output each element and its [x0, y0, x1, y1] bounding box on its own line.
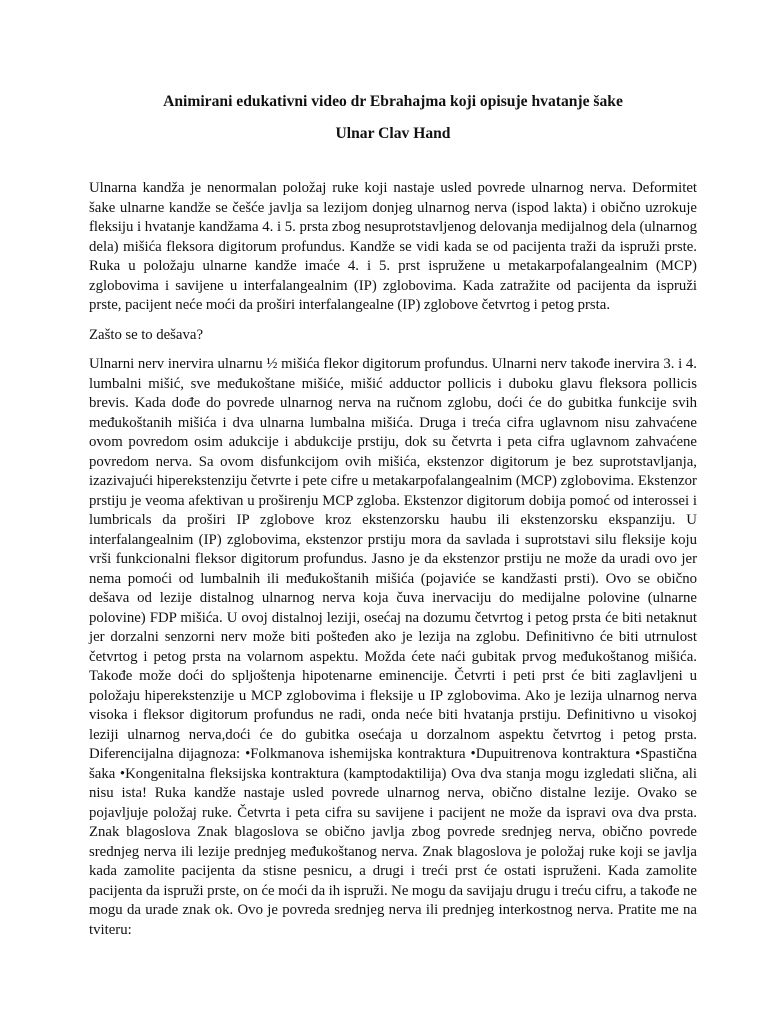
document-subtitle: Ulnar Clav Hand [335, 125, 451, 142]
paragraph-question: Zašto se to dešava? [89, 326, 204, 343]
paragraph-explanation: Ulnarni nerv inervira ulnarnu ½ mišića flekor digitorum profundus. Ulnarni nerv takođe inervira 3. i 4. lumbalni mišić, sve međukoštane mišiće, mišić adductor pollicis i duboku glavu fleksora pollicis brevis. Kada dođe do povrede ulnarnog nerva na ručnom zglobu, doći će do gubitka funkcije svih međukoštanih mišića i dva ulnarna lumbalna mišića. Druga i treća cifra uglavnom nisu zahvaćene ovom povredom osim adukcije i abdukcije prstiju, dok su četvrta i peta cifra uglavnom zahvaćene povredom nerva. Sa ovom disfunkcijom ovih mišića, ekstenzor digitorum je bez suprotstavljanja, izazivajući hiperekstenziju četvrte i pete cifre u metakarpofalangealnim (MCP) zglobovima. Ekstenzor prstiju je veoma afektivan u proširenju MCP zgloba. Ekstenzor digitorum dobija pomoć od interossei i lumbricals da proširi IP zglobove kroz ekstenzorsku haubu ili ekstenzorsku ekspanziju. U interfalangealnim (IP) zglobovima, ekstenzor prstiju mora da savlada i suprotstavi silu fleksije koju vrši funkcionalni fleksor digitorum profundus. Jasno je da ekstenzor prstiju ne može da uradi ovo jer nema pomoći od lumbalnih ili međukoštanih mišića (pojaviće se kandžasti prsti). Ovo se obično dešava od lezije distalnog ulnarnog nerva koja čuva inervaciju do medijalne polovine (ulnarne polovine) FDP mišića. U ovoj distalnoj leziji, osećaj na dozumu četvrtog i petog prsta će biti netaknut jer dorzalni senzorni nerv može biti pošteđen ako je lezija na zglobu. Definitivno će biti utrnulost četvrtog i petog prsta na volarnom aspektu. Možda ćete naći gubitak prvog međukoštanog mišića. Takođe može doći do spljoštenja hipotenarne eminencije. Četvrti i peti prst će biti zaglavljeni u položaju hiperekstenzije u MCP zglobovima i fleksije u IP zglobovima. Ako je lezija ulnarnog nerva visoka i fleksor digitorum profundus ne radi, onda neće biti hvatanja prstiju. Definitivno u visokoj leziji ulnarnog nerva,doći će do gubitka osećaja u dorzalnom aspektu četvrtog i petog prsta. Diferencijalna dijagnoza: •Folkmanova ishemijska kontraktura •Dupuitrenova kontraktura •Spastična šaka •Kongenitalna fleksijska kontraktura (kamptodaktilija) Ova dva stanja mogu izgledati slična, ali nisu ista! Ruka kandže nastaje usled povrede ulnarnog nerva, obično distalne lezije. Ovako se pojavljuje položaj ruke. Četvrta i peta cifra su savijene i pacijent ne može da ispravi ova dva prsta. Znak blagoslova Znak blagoslova se obično javlja zbog povrede srednjeg nerva, obično povrede srednjeg nerva ili lezije prednjeg međukoštanog nerva. Znak blagoslova je položaj ruke koji se javlja kada zamolite pacijenta da stisne pesnicu, a drugi i treći prst će ostati ispruženi. Kada zamolite pacijenta da ispruži prste, on će moći da ih ispruži. Ne mogu da savijaju drugu i treću cifru, a takođe ne mogu da urade znak ok. Ovo je povreda srednjeg nerva ili prednjeg interkostnog nerva. Pratite me na tviteru: [89, 356, 697, 938]
paragraph-intro: Ulnarna kandža je nenormalan položaj ruke koji nastaje usled povrede ulnarnog nerva. Deformitet šake ulnarne kandže se češće javlja sa lezijom donjeg ulnarnog nerva (ispod lakta) i obično uzrokuje fleksiju i hvatanje kandžama 4. i 5. prsta zbog nesuprotstavljenog delovanja medijalnog dela (ulnarnog dela) mišića fleksora digitorum profundus. Kandže se vidi kada se od pacijenta traži da ispruži prste. Ruka u položaju ulnarne kandže imaće 4. i 5. prst ispružene u metakarpofalangealnim (MCP) zglobovima i savijene u interfalangealnim (IP) zglobovima. Kada zatražite od pacijenta da ispruži prste, pacijent neće moći da proširi interfalangealne (IP) zglobove četvrtog i petog prsta. [89, 180, 697, 313]
document-title: Animirani edukativni video dr Ebrahajma koji opisuje hvatanje šake [163, 93, 623, 110]
document-page [89, 92, 697, 940]
